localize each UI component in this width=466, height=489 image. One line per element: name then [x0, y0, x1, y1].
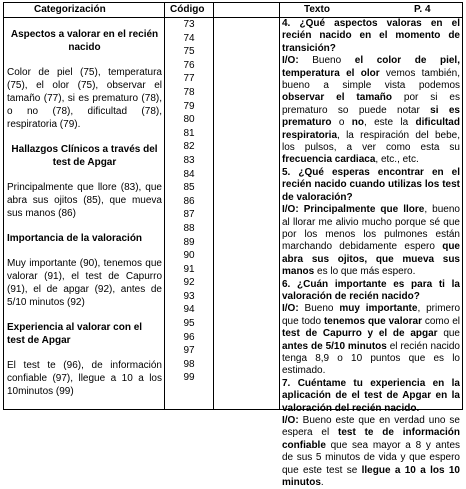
answer-segment: por si es prematuro so puede notar — [282, 92, 460, 116]
category-title: Aspectos a valorar en el recién nacido — [10, 29, 159, 53]
answer-segment: llegue a 10 a los 10 minutos — [282, 464, 460, 489]
answer-segment: , etc., etc. — [375, 154, 419, 166]
code-number: 79 — [183, 100, 195, 112]
header-code: Código — [170, 4, 205, 15]
answer-segment: no — [351, 117, 364, 129]
category-title: Importancia de la valoración — [7, 233, 143, 244]
answer-segment: I/O: — [282, 55, 313, 67]
question: 7. Cuéntame tu experiencia en la aplicación de el test de Apgar en la valoración del recién nacido. — [282, 377, 460, 414]
answer-segment: observar el tamaño — [282, 92, 392, 104]
question: 6. ¿Cuán importante es para ti la valoración de recién nacido? — [282, 278, 460, 302]
column-divider — [164, 3, 165, 409]
category-body: Color de piel (75), temperatura (75), el olor (75), observar el tamaño (77), si es prematuro (78), o no (78), dificultad (78), respiratoria (79). — [7, 67, 162, 130]
code-number: 80 — [183, 114, 195, 126]
code-number: 95 — [183, 318, 195, 330]
code-number: 97 — [183, 345, 195, 357]
answer — [282, 204, 460, 278]
code-number: 99 — [183, 372, 195, 384]
answer-segment: que abra sus ojitos, que mueva sus manos — [282, 241, 460, 278]
code-number: 82 — [183, 141, 195, 153]
code-number: 90 — [183, 250, 195, 262]
code-number: 73 — [183, 19, 195, 30]
answer-segment: o — [331, 117, 352, 129]
answer-segment: frecuencia cardiaca — [282, 154, 376, 166]
category-title: Experiencia al valorar con el test de Apgar — [7, 322, 143, 346]
answer-segment: I/O: Principalmente que llore — [282, 204, 425, 216]
code-number: 91 — [183, 263, 195, 275]
category-body: Principalmente que llore (83), que abra sus ojitos (85), que mueva sus manos (86) — [7, 182, 162, 219]
category-title: Hallazgos Clínicos a través del test de Apgar — [11, 144, 158, 168]
code-number: 86 — [183, 195, 195, 207]
code-number: 83 — [183, 154, 195, 166]
table-header — [4, 3, 462, 18]
answer-segment: , bueno al llorar me alivio mucho porque sé que por los menos los pulmones están marchando debidamente espero — [282, 204, 460, 253]
answer-segment: es lo que más espero. — [314, 266, 416, 278]
code-number: 96 — [183, 331, 195, 343]
answer-segment: , primero que todo — [282, 303, 460, 327]
coding-table — [3, 2, 463, 489]
question: 5. ¿Qué esperas encontrar en el recién nacido cuando utilizas los test de valoración? — [282, 166, 460, 203]
categories-column — [7, 18, 162, 398]
answer-segment: vemos también, bueno a simple vista podemos — [282, 67, 460, 92]
codes-column — [169, 18, 209, 385]
answer-segment: si es prematuro — [282, 104, 460, 129]
code-number: 84 — [183, 168, 195, 180]
answer — [282, 303, 460, 377]
header-text: Texto — [304, 4, 330, 15]
answer-segment: . — [320, 477, 324, 489]
answer-segment: I/O: — [282, 415, 303, 426]
column-divider — [213, 3, 214, 409]
answer-segment: tenemos que valorar — [323, 315, 422, 327]
answer-segment: como el — [421, 315, 461, 327]
answer-segment: el recién nacido tenga 8,9 o 10 puntos que es lo estimado. — [282, 340, 460, 377]
column-divider — [279, 3, 280, 409]
code-number: 94 — [183, 304, 195, 316]
answer-segment: , este la — [363, 117, 416, 129]
answer-segment: test te de información confiable — [282, 427, 461, 451]
header-categorization: Categorización — [34, 4, 106, 15]
answer-segment: dificultad respiratoria — [282, 117, 460, 141]
code-number: 92 — [183, 277, 195, 289]
answer-segment: que — [437, 328, 460, 340]
text-column — [282, 18, 460, 489]
answer-segment: muy importante — [339, 303, 418, 315]
answer-segment: Bueno este que en verdad uno se espera el — [282, 415, 460, 439]
code-number: 85 — [183, 182, 195, 194]
category-body: El test te (96), de información confiable (97), llegue a 10 a los 10minutos (99) — [7, 360, 162, 397]
answer-segment: antes de 5/10 minutos — [282, 340, 387, 352]
code-number: 78 — [183, 86, 195, 98]
code-number: 88 — [183, 222, 195, 234]
code-number: 75 — [183, 46, 195, 58]
answer-segment: I/O: — [282, 303, 305, 315]
code-number: 76 — [183, 59, 195, 71]
code-number: 87 — [183, 209, 195, 221]
answer — [282, 415, 460, 489]
code-number: 93 — [183, 290, 195, 302]
question: 4. ¿Qué aspectos valoras en el recién nacido en el momento de transición? — [282, 18, 460, 54]
code-number: 89 — [183, 236, 195, 248]
code-number: 81 — [183, 127, 195, 139]
answer-segment: Bueno — [312, 55, 355, 67]
header-page: P. 4 — [414, 4, 431, 15]
code-number: 74 — [183, 32, 195, 44]
answer-segment: test de Capurro y el de apgar — [282, 328, 438, 340]
answer-segment: que sea mayor a 8 y antes de sus 5 minutos de vida y que espero que este test se — [282, 439, 460, 476]
code-number: 77 — [183, 73, 195, 85]
category-body: Muy importante (90), tenemos que valorar (91), el test de Capurro (91), el de apgar (92), antes de 5/10 minutos (92) — [7, 258, 162, 308]
answer-segment: Bueno — [304, 303, 340, 315]
answer-segment: , la respiración del bebe, los pulsos, a ver como esta su — [282, 129, 460, 154]
code-number: 98 — [183, 358, 195, 370]
answer-segment: el color de piel, temperatura el olor — [282, 55, 460, 79]
answer — [282, 55, 460, 167]
